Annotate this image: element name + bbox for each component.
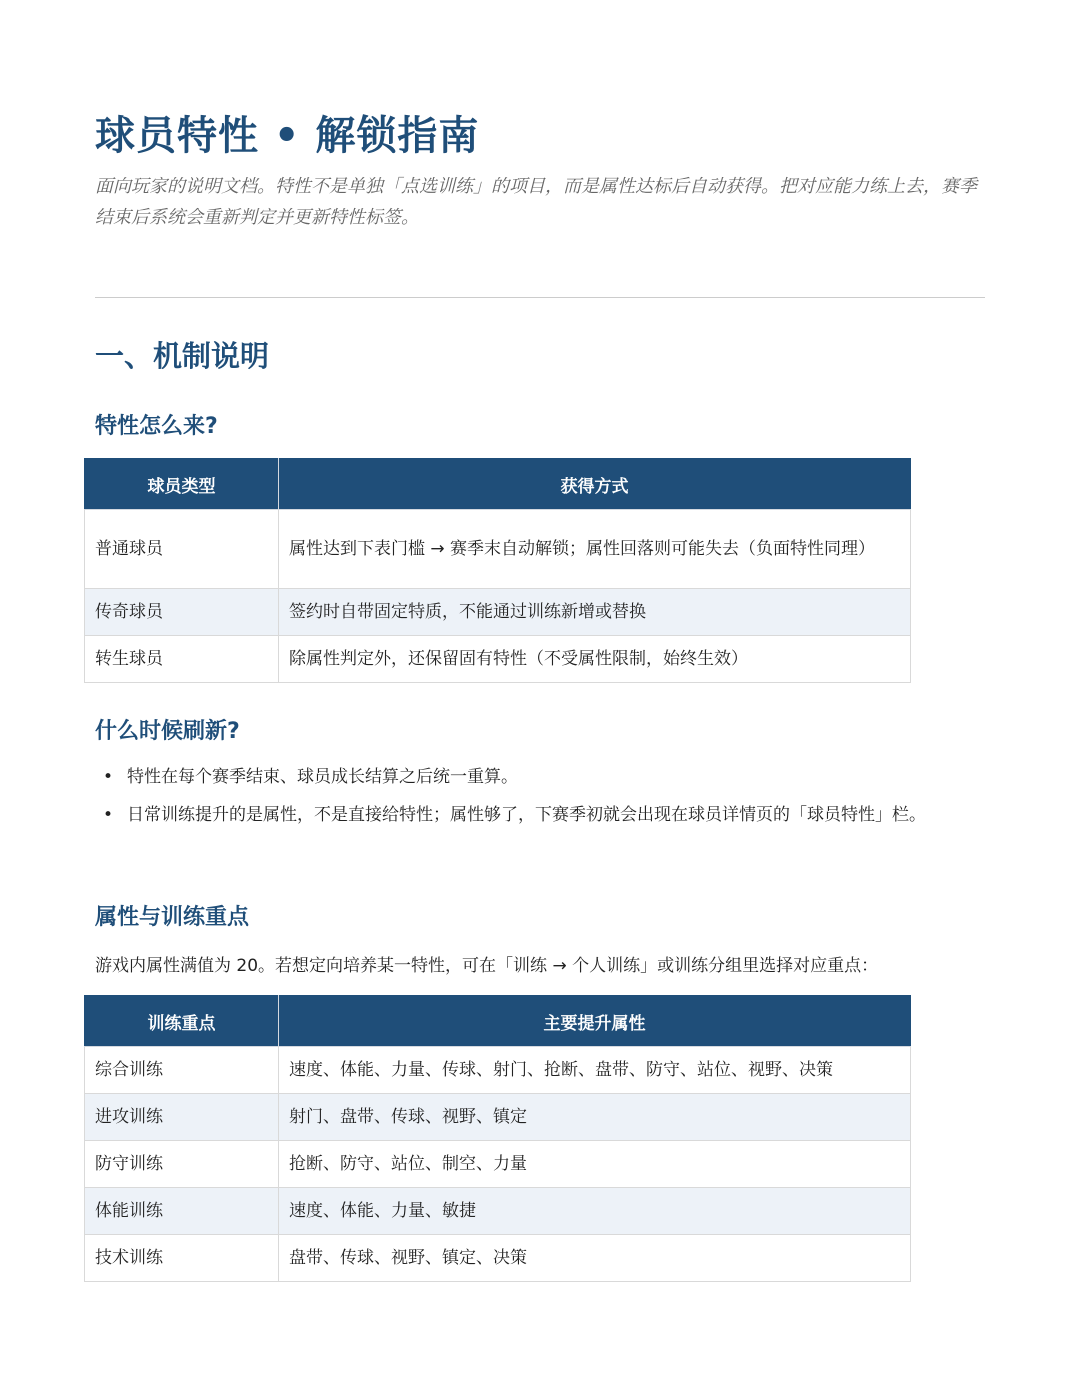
acquire-method-cell: 属性达到下表门槛 → 赛季末自动解锁；属性回落则可能失去（负面特性同理） [279, 510, 911, 589]
column-header-acquire-method: 获得方式 [279, 459, 911, 510]
attributes-cell: 抢断、防守、站位、制空、力量 [279, 1141, 911, 1188]
training-focus-cell: 技术训练 [85, 1235, 279, 1282]
list-item: • 特性在每个赛季结束、球员成长结算之后统一重算。 [95, 762, 975, 793]
section-heading-mechanism: 一、机制说明 [95, 339, 270, 373]
training-focus-cell: 防守训练 [85, 1141, 279, 1188]
player-type-cell: 传奇球员 [85, 589, 279, 636]
page-title: 球员特性 • 解锁指南 [95, 113, 480, 159]
table-header-row [85, 459, 911, 510]
table-row [85, 1188, 911, 1235]
training-intro-text: 游戏内属性满值为 20。若想定向培养某一特性，可在「训练 → 个人训练」或训练分组里选择对应重点： [95, 956, 879, 976]
attributes-cell: 盘带、传球、视野、镇定、决策 [279, 1235, 911, 1282]
attributes-cell: 射门、盘带、传球、视野、镇定 [279, 1094, 911, 1141]
table-row [85, 1141, 911, 1188]
subheading-refresh-timing: 什么时候刷新? [95, 719, 240, 744]
section-divider [95, 297, 985, 298]
training-focus-table [84, 995, 911, 1282]
list-item: • 日常训练提升的是属性，不是直接给特性；属性够了，下赛季初就会出现在球员详情页的「球员特性」栏。 [95, 800, 975, 831]
table-row [85, 510, 911, 589]
player-type-cell: 普通球员 [85, 510, 279, 589]
attributes-cell: 速度、体能、力量、敏捷 [279, 1188, 911, 1235]
table-header-row [85, 996, 911, 1047]
acquire-method-cell: 签约时自带固定特质，不能通过训练新增或替换 [279, 589, 911, 636]
training-focus-cell: 综合训练 [85, 1047, 279, 1094]
table-row [85, 1094, 911, 1141]
training-focus-cell: 进攻训练 [85, 1094, 279, 1141]
player-type-table [84, 458, 911, 683]
table-row [85, 1235, 911, 1282]
page-subtitle: 面向玩家的说明文档。特性不是单独「点选训练」的项目，而是属性达标后自动获得。把对应能力练上去，赛季结束后系统会重新判定并更新特性标签。 [95, 176, 977, 228]
acquire-method-cell: 除属性判定外，还保留固有特性（不受属性限制，始终生效） [279, 636, 911, 683]
table-row [85, 589, 911, 636]
player-type-cell: 转生球员 [85, 636, 279, 683]
table-row [85, 636, 911, 683]
subheading-trait-origin: 特性怎么来? [95, 414, 218, 439]
column-header-training-focus: 训练重点 [85, 996, 279, 1047]
refresh-bullet-list [95, 762, 975, 838]
attributes-cell: 速度、体能、力量、传球、射门、抢断、盘带、防守、站位、视野、决策 [279, 1047, 911, 1094]
table-row [85, 1047, 911, 1094]
subheading-training-focus: 属性与训练重点 [95, 905, 250, 930]
column-header-player-type: 球员类型 [85, 459, 279, 510]
training-focus-cell: 体能训练 [85, 1188, 279, 1235]
column-header-main-attributes: 主要提升属性 [279, 996, 911, 1047]
